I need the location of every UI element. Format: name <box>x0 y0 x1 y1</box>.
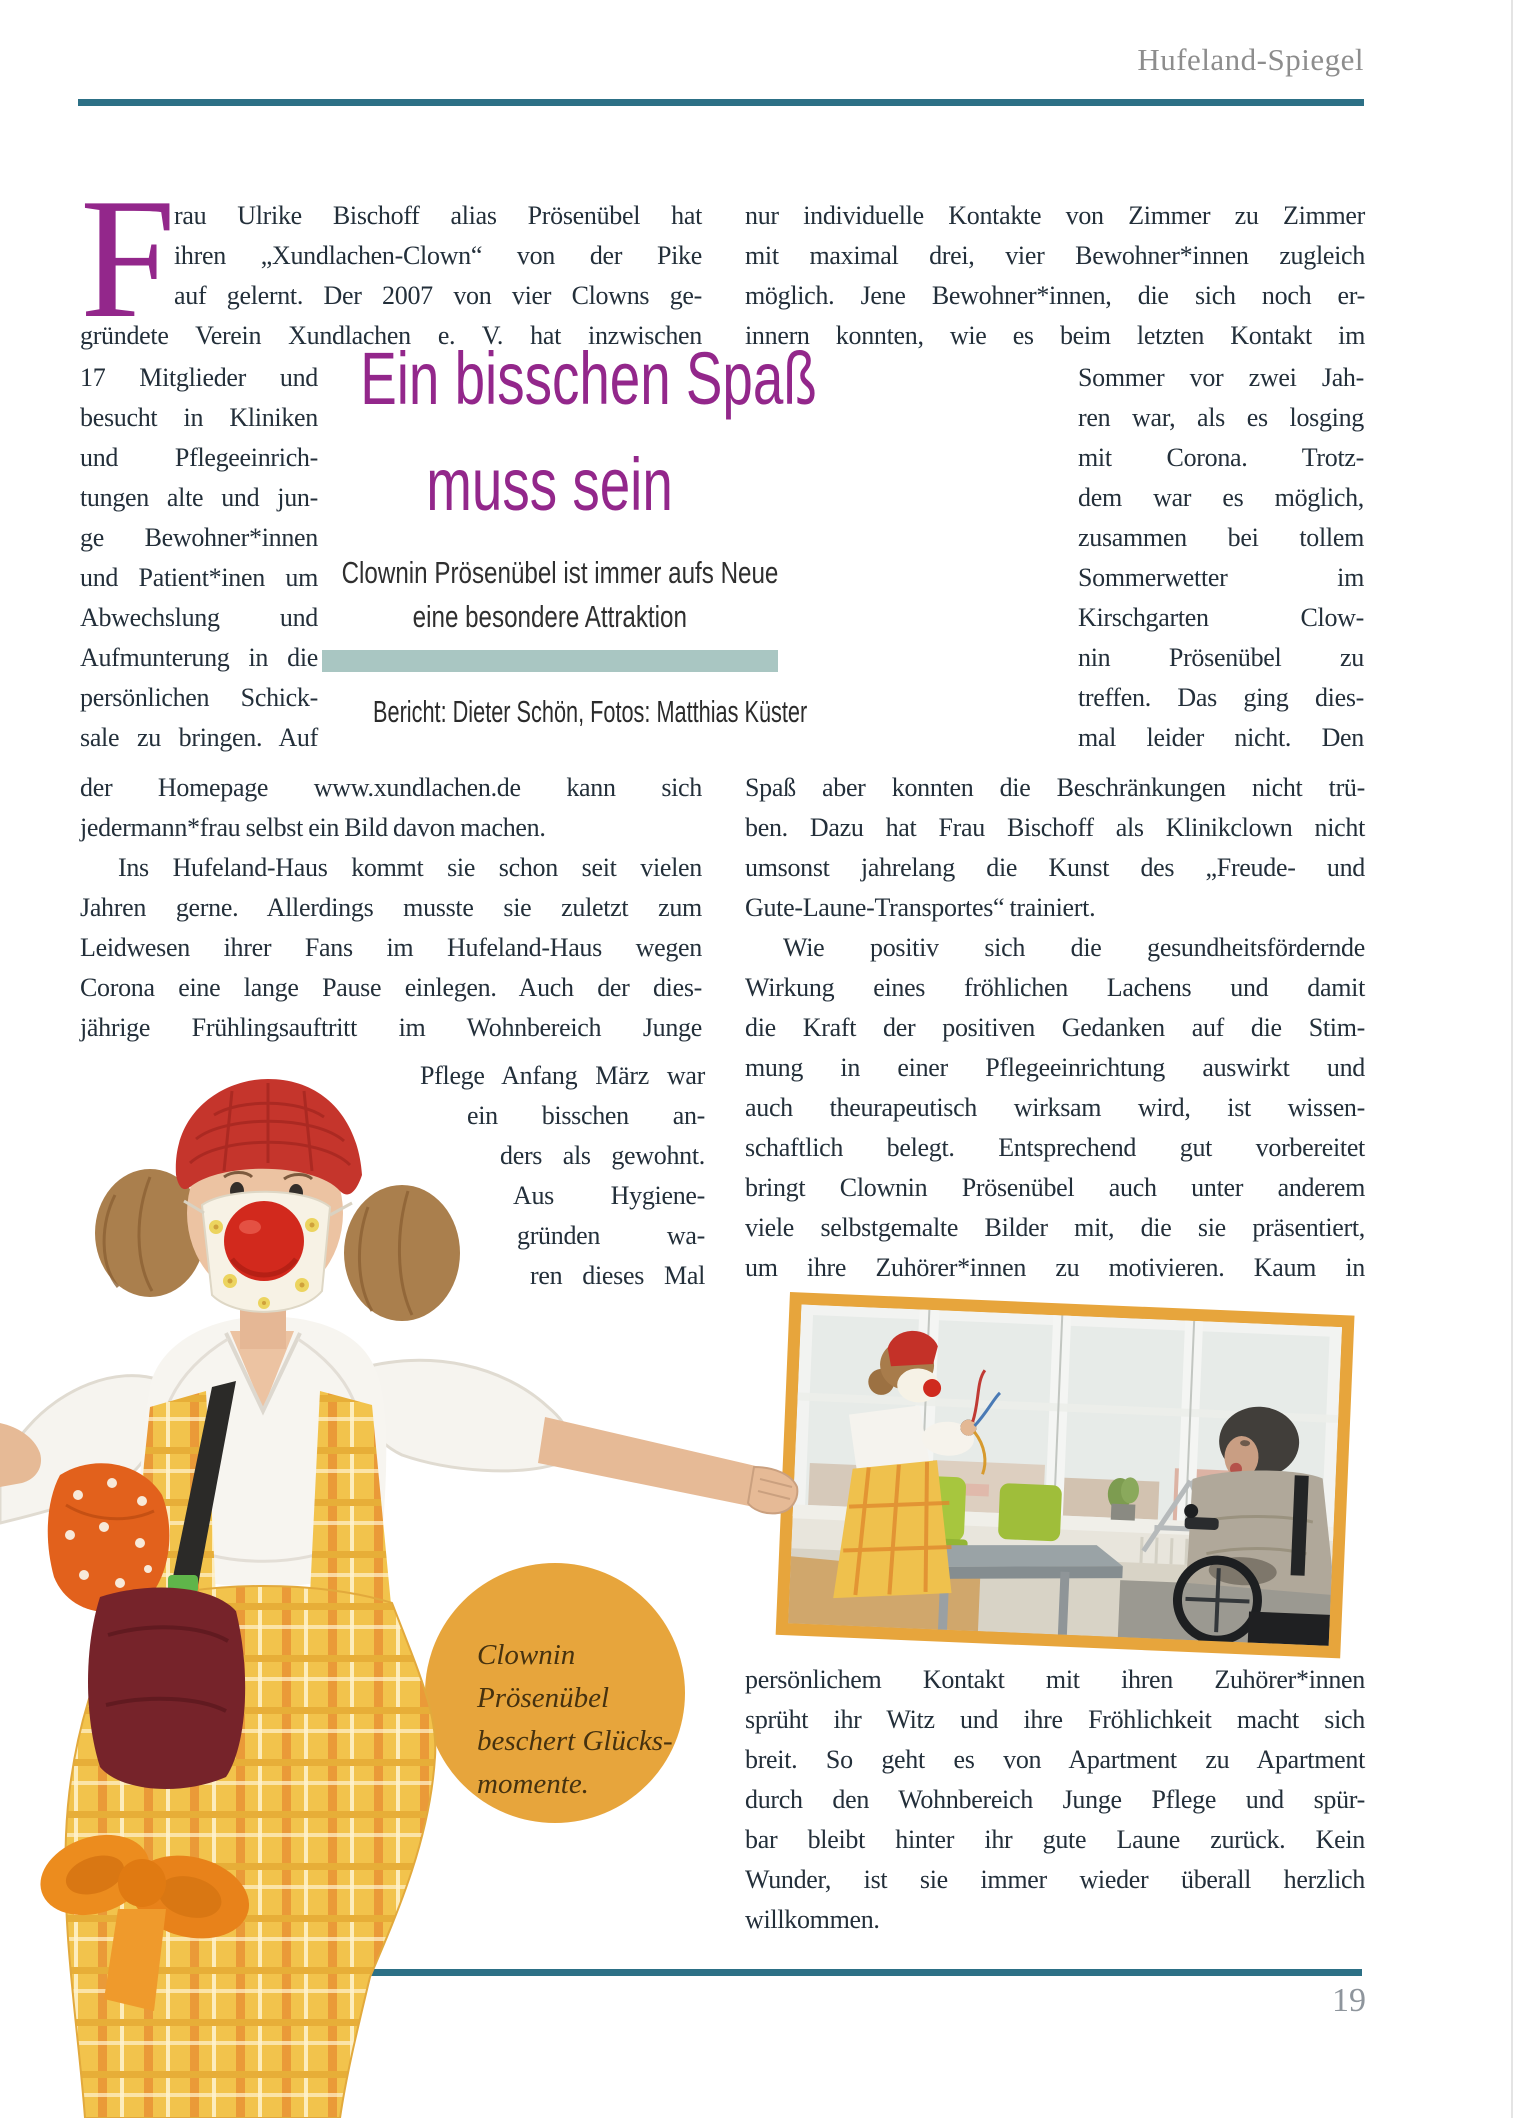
text-line: sale zu bringen. Auf <box>80 723 318 752</box>
article-headline-line2 <box>280 443 820 526</box>
text-line: durch den Wohnbereich Junge Pflege und spür- <box>745 1785 1365 1814</box>
text-line: persönlichen Schick- <box>80 683 318 712</box>
text-line: ge Bewohner*innen <box>80 523 318 552</box>
paragraph-right-top <box>745 196 1365 356</box>
text-line: ren war, als es losging <box>1078 403 1364 432</box>
paragraph-right-bottom <box>745 1660 1365 1940</box>
text-line: und Pflegeeinrich- <box>80 443 318 472</box>
text-line: bringt Clownin Prösenübel auch unter anderem <box>745 1173 1365 1202</box>
text-line: der Homepage www.xundlachen.de kann sich <box>80 773 702 802</box>
text-line: und Patient*inen um <box>80 563 318 592</box>
text-line: mung in einer Pflegeeinrichtung auswirkt und <box>745 1053 1365 1082</box>
text-line: zusammen bei tollem <box>1078 523 1364 552</box>
text-line: ren dieses Mal <box>530 1261 705 1290</box>
article-subtitle-line1 <box>280 556 820 590</box>
text-line: dem war es möglich, <box>1078 483 1364 512</box>
clown-cutout-photo <box>0 1075 800 2118</box>
text-line: Aufmunterung in die <box>80 643 318 672</box>
page-scan-edge <box>1511 0 1513 2118</box>
text-line: Wunder, ist sie immer wieder überall herzlich <box>745 1865 1365 1894</box>
article-byline <box>280 694 820 730</box>
text-line: möglich. Jene Bewohner*innen, die sich noch er- <box>745 281 1365 310</box>
text-line: treffen. Das ging dies- <box>1078 683 1364 712</box>
drop-cap: F <box>80 164 176 354</box>
text-line: willkommen. <box>745 1905 880 1934</box>
text-line: Jahren gerne. Allerdings musste sie zuletzt zum <box>80 893 702 922</box>
text-line: Ins Hufeland-Haus kommt sie schon seit vielen <box>118 853 702 882</box>
text-line: Corona eine lange Pause einlegen. Auch der dies- <box>80 973 702 1002</box>
article-subtitle-line2 <box>280 600 820 634</box>
text-line: Pflege Anfang März war <box>420 1061 705 1090</box>
byline-text: Bericht: Dieter Schön, Fotos: Matthias Küster <box>373 694 808 729</box>
text-line: momente. <box>477 1768 589 1800</box>
text-line: Spaß aber konnten die Beschränkungen nicht trü- <box>745 773 1365 802</box>
text-line: Kirschgarten Clow- <box>1078 603 1364 632</box>
text-line: ders als gewohnt. <box>500 1141 705 1170</box>
text-line: Aus Hygiene- <box>513 1181 705 1210</box>
paragraph-right-narrow <box>1078 358 1364 758</box>
text-line: mit Corona. Trotz- <box>1078 443 1364 472</box>
text-line: die Kraft der positiven Gedanken auf die Stim- <box>745 1013 1365 1042</box>
text-line: rau Ulrike Bischoff alias Prösenübel hat <box>174 201 702 230</box>
text-line: bar bleibt hinter ihr gute Laune zurück. Kein <box>745 1825 1365 1854</box>
text-line: umsonst jahrelang die Kunst des „Freude- und <box>745 853 1365 882</box>
text-line: sprüht ihr Witz und ihre Fröhlichkeit macht sich <box>745 1705 1365 1734</box>
text-line: besucht in Kliniken <box>80 403 318 432</box>
text-line: Abwechslung und <box>80 603 318 632</box>
teal-divider-bar <box>322 650 778 672</box>
photo-clown-visit-image <box>788 1304 1342 1645</box>
text-line: gründete Verein Xundlachen e. V. hat inzwischen <box>80 321 702 350</box>
text-line: mal leider nicht. Den <box>1078 723 1364 752</box>
subtitle-text: eine besondere Attraktion <box>412 599 688 634</box>
text-line: beschert Glücks- <box>477 1725 673 1757</box>
article-headline-line1 <box>280 337 820 420</box>
text-line: auch theurapeutisch wirksam wird, ist wissen- <box>745 1093 1365 1122</box>
text-line: innern konnten, wie es beim letzten Kontakt im <box>745 321 1365 350</box>
paragraph-left-intro <box>80 196 702 356</box>
text-line: 17 Mitglieder und <box>80 363 318 392</box>
text-line: tungen alte und jun- <box>80 483 318 512</box>
top-rule <box>78 99 1364 106</box>
text-line: Sommer vor zwei Jah- <box>1078 363 1364 392</box>
text-line: jährige Frühlingsauftritt im Wohnbereich Junge <box>80 1013 702 1042</box>
text-line: schaftlich belegt. Entsprechend gut vorbereitet <box>745 1133 1365 1162</box>
paragraph-right-mid <box>745 768 1365 1288</box>
text-line: nur individuelle Kontakte von Zimmer zu Zimmer <box>745 201 1365 230</box>
text-line: nin Prösenübel zu <box>1078 643 1364 672</box>
text-line: auf gelernt. Der 2007 von vier Clowns ge- <box>174 281 702 310</box>
text-line: gründen wa- <box>517 1221 705 1250</box>
text-line: Sommerwetter im <box>1078 563 1364 592</box>
text-line: Gute-Laune-Transportes“ trainiert. <box>745 893 1096 922</box>
text-line: Wirkung eines fröhlichen Lachens und damit <box>745 973 1365 1002</box>
text-line: ben. Dazu hat Frau Bischoff als Klinikclown nicht <box>745 813 1365 842</box>
text-line: ihren „Xundlachen-Clown“ von der Pike <box>174 241 702 270</box>
text-line: viele selbstgemalte Bilder mit, die sie präsentiert, <box>745 1213 1365 1242</box>
text-line: ein bisschen an- <box>467 1101 705 1130</box>
text-line: mit maximal drei, vier Bewohner*innen zugleich <box>745 241 1365 270</box>
text-line: um ihre Zuhörer*innen zu motivieren. Kaum in <box>745 1253 1365 1282</box>
subtitle-text: Clownin Prösenübel ist immer aufs Neue <box>341 555 779 590</box>
text-line: persönlichem Kontakt mit ihren Zuhörer*innen <box>745 1665 1365 1694</box>
text-line: Leidwesen ihrer Fans im Hufeland-Haus wegen <box>80 933 702 962</box>
headline-text: muss sein <box>426 443 674 526</box>
text-line: breit. So geht es von Apartment zu Apartment <box>745 1745 1365 1774</box>
paragraph-left-mid <box>80 768 702 1048</box>
photo-clown-visit <box>776 1292 1355 1658</box>
text-line: Wie positiv sich die gesundheitsfördernde <box>783 933 1365 962</box>
page-number: 19 <box>1332 1982 1366 2019</box>
headline-text: Ein bisschen Spaß <box>360 337 817 420</box>
text-line: jedermann*frau selbst ein Bild davon machen. <box>80 813 546 842</box>
page-header-title: Hufeland-Spiegel <box>1137 42 1364 77</box>
text-line: Prösenübel <box>477 1682 610 1714</box>
text-line: Clownin <box>477 1639 576 1671</box>
